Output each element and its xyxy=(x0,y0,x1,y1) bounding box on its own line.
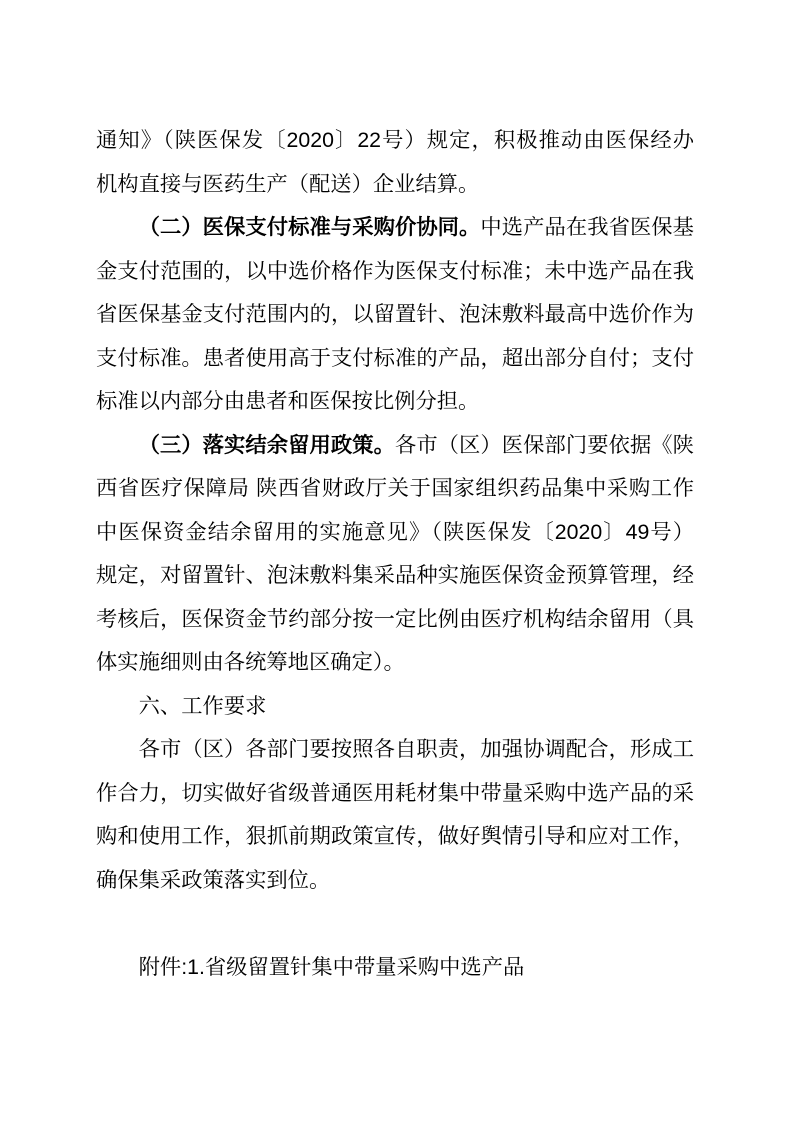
body-line xyxy=(96,815,694,859)
text-run: 六、工作要求 xyxy=(138,693,267,718)
body-line xyxy=(96,163,694,207)
body-line xyxy=(96,641,694,685)
body-line xyxy=(96,772,694,816)
body-line xyxy=(96,293,694,337)
text-run: 机构直接与医药生产（配送）企业结算。 xyxy=(96,171,480,196)
bold-text-run: （三）落实结余留用政策。 xyxy=(138,432,395,457)
body-line xyxy=(96,859,694,903)
document-body xyxy=(96,119,694,989)
bold-text-run: （二）医保支付标准与采购价协同。 xyxy=(138,215,481,239)
body-line xyxy=(96,728,694,772)
body-line xyxy=(96,206,694,250)
text-run: 金支付范围的，以中选价格作为医保支付标准；未中选产品在我 xyxy=(96,258,694,283)
text-run: 通知》（陕医保发〔2020〕22号）规定，积极推动由医保经办 xyxy=(96,128,694,152)
text-run: 中选产品在我省医保基 xyxy=(480,215,694,239)
body-line xyxy=(96,511,694,555)
body-line xyxy=(96,380,694,424)
body-line xyxy=(96,424,694,468)
body-line xyxy=(96,554,694,598)
text-run: 支付标准。患者使用高于支付标准的产品，超出部分自付；支付 xyxy=(96,345,694,370)
text-run: 各市（区）医保部门要依据《陕 xyxy=(394,432,694,457)
text-run: 规定，对留置针、泡沫敷料集采品种实施医保资金预算管理，经 xyxy=(96,563,694,587)
text-run: 附件:1.省级留置针集中带量采购中选产品 xyxy=(138,954,525,979)
text-run: 作合力，切实做好省级普通医用耗材集中带量采购中选产品的采 xyxy=(96,780,694,805)
attachment-line xyxy=(96,946,694,990)
text-run: 体实施细则由各统筹地区确定）。 xyxy=(96,650,405,674)
text-run: 购和使用工作，狠抓前期政策宣传，做好舆情引导和应对工作， xyxy=(96,824,694,848)
text-run: 西省医疗保障局 陕西省财政厅关于国家组织药品集中采购工作 xyxy=(96,476,694,500)
text-run: 各市（区）各部门要按照各自职责，加强协调配合，形成工 xyxy=(138,737,694,761)
body-line xyxy=(96,119,694,163)
text-run: 确保集采政策落实到位。 xyxy=(96,867,331,892)
body-line xyxy=(96,250,694,294)
text-run: 考核后，医保资金节约部分按一定比例由医疗机构结余留用（具 xyxy=(96,606,694,631)
section-heading xyxy=(96,685,694,729)
body-line xyxy=(96,467,694,511)
body-line xyxy=(96,337,694,381)
spacer-line xyxy=(96,902,694,946)
body-line xyxy=(96,598,694,642)
text-run: 中医保资金结余留用的实施意见》（陕医保发〔2020〕49号） xyxy=(96,519,694,544)
text-run: 标准以内部分由患者和医保按比例分担。 xyxy=(96,389,480,413)
text-run: 省医保基金支付范围内的，以留置针、泡沫敷料最高中选价作为 xyxy=(96,302,694,326)
